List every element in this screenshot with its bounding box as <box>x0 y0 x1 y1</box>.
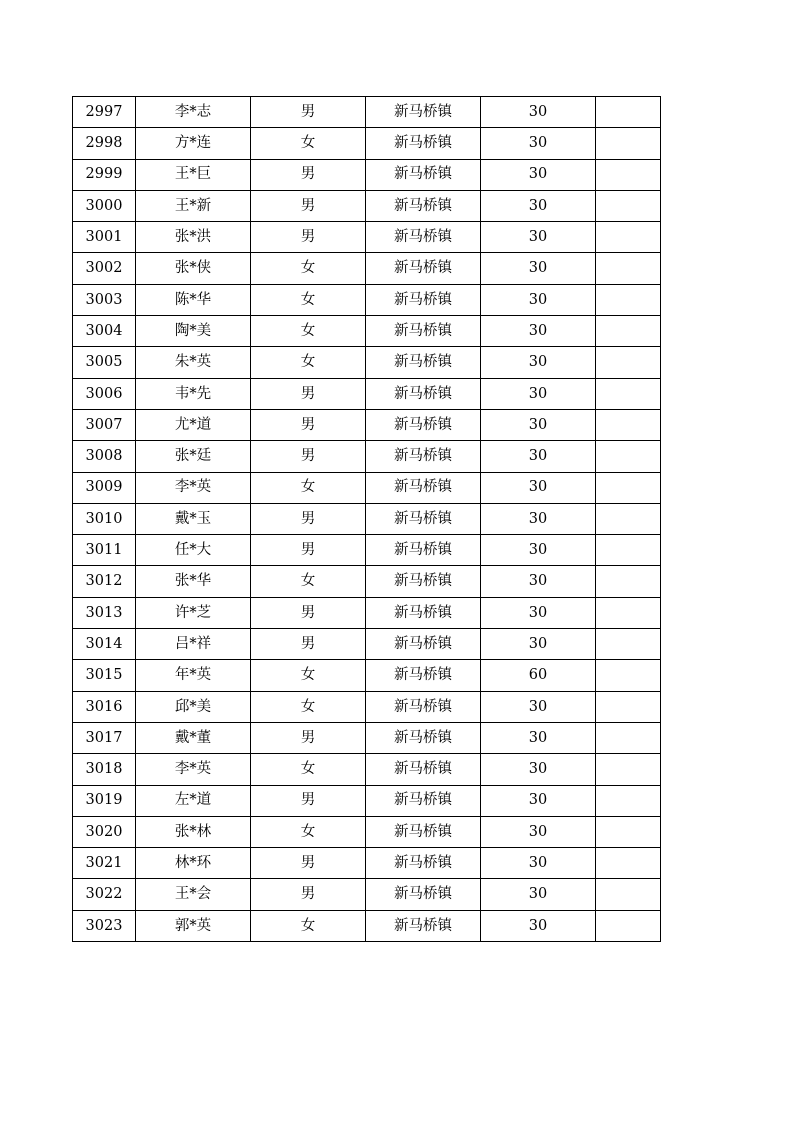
note-cell <box>596 503 661 534</box>
name-cell: 戴*董 <box>136 722 251 753</box>
amount-cell: 30 <box>481 816 596 847</box>
serial-number-cell: 3006 <box>73 378 136 409</box>
amount-cell: 30 <box>481 316 596 347</box>
town-cell: 新马桥镇 <box>366 284 481 315</box>
town-cell: 新马桥镇 <box>366 503 481 534</box>
town-cell: 新马桥镇 <box>366 378 481 409</box>
table-row <box>73 535 661 566</box>
table-row <box>73 816 661 847</box>
amount-cell: 30 <box>481 284 596 315</box>
gender-cell: 男 <box>251 441 366 472</box>
name-cell: 左*道 <box>136 785 251 816</box>
serial-number-cell: 2997 <box>73 97 136 128</box>
note-cell <box>596 691 661 722</box>
town-cell: 新马桥镇 <box>366 159 481 190</box>
name-cell: 朱*英 <box>136 347 251 378</box>
note-cell <box>596 441 661 472</box>
gender-cell: 女 <box>251 253 366 284</box>
serial-number-cell: 3015 <box>73 660 136 691</box>
gender-cell: 男 <box>251 159 366 190</box>
name-cell: 郭*英 <box>136 910 251 941</box>
amount-cell: 30 <box>481 535 596 566</box>
name-cell: 陈*华 <box>136 284 251 315</box>
gender-cell: 男 <box>251 409 366 440</box>
table-row <box>73 316 661 347</box>
gender-cell: 女 <box>251 284 366 315</box>
gender-cell: 女 <box>251 316 366 347</box>
gender-cell: 男 <box>251 222 366 253</box>
amount-cell: 30 <box>481 597 596 628</box>
town-cell: 新马桥镇 <box>366 566 481 597</box>
note-cell <box>596 848 661 879</box>
note-cell <box>596 472 661 503</box>
note-cell <box>596 785 661 816</box>
serial-number-cell: 3012 <box>73 566 136 597</box>
serial-number-cell: 3013 <box>73 597 136 628</box>
gender-cell: 男 <box>251 597 366 628</box>
note-cell <box>596 566 661 597</box>
town-cell: 新马桥镇 <box>366 816 481 847</box>
serial-number-cell: 3002 <box>73 253 136 284</box>
town-cell: 新马桥镇 <box>366 754 481 785</box>
amount-cell: 30 <box>481 222 596 253</box>
name-cell: 年*英 <box>136 660 251 691</box>
town-cell: 新马桥镇 <box>366 910 481 941</box>
serial-number-cell: 3020 <box>73 816 136 847</box>
serial-number-cell: 3016 <box>73 691 136 722</box>
roster-table <box>72 96 661 942</box>
serial-number-cell: 3009 <box>73 472 136 503</box>
amount-cell: 30 <box>481 128 596 159</box>
note-cell <box>596 190 661 221</box>
serial-number-cell: 2999 <box>73 159 136 190</box>
serial-number-cell: 3018 <box>73 754 136 785</box>
name-cell: 李*英 <box>136 754 251 785</box>
name-cell: 邱*美 <box>136 691 251 722</box>
gender-cell: 女 <box>251 128 366 159</box>
table-row <box>73 754 661 785</box>
table-row <box>73 785 661 816</box>
serial-number-cell: 3019 <box>73 785 136 816</box>
name-cell: 王*巨 <box>136 159 251 190</box>
town-cell: 新马桥镇 <box>366 347 481 378</box>
amount-cell: 30 <box>481 378 596 409</box>
gender-cell: 女 <box>251 816 366 847</box>
town-cell: 新马桥镇 <box>366 316 481 347</box>
amount-cell: 30 <box>481 97 596 128</box>
amount-cell: 30 <box>481 691 596 722</box>
table-row <box>73 222 661 253</box>
town-cell: 新马桥镇 <box>366 848 481 879</box>
town-cell: 新马桥镇 <box>366 597 481 628</box>
amount-cell: 30 <box>481 253 596 284</box>
serial-number-cell: 3003 <box>73 284 136 315</box>
note-cell <box>596 597 661 628</box>
name-cell: 李*英 <box>136 472 251 503</box>
town-cell: 新马桥镇 <box>366 409 481 440</box>
amount-cell: 30 <box>481 159 596 190</box>
town-cell: 新马桥镇 <box>366 785 481 816</box>
serial-number-cell: 2998 <box>73 128 136 159</box>
name-cell: 林*环 <box>136 848 251 879</box>
gender-cell: 男 <box>251 879 366 910</box>
name-cell: 陶*美 <box>136 316 251 347</box>
town-cell: 新马桥镇 <box>366 128 481 159</box>
note-cell <box>596 629 661 660</box>
gender-cell: 男 <box>251 97 366 128</box>
name-cell: 张*廷 <box>136 441 251 472</box>
gender-cell: 女 <box>251 347 366 378</box>
note-cell <box>596 253 661 284</box>
name-cell: 戴*玉 <box>136 503 251 534</box>
note-cell <box>596 722 661 753</box>
town-cell: 新马桥镇 <box>366 222 481 253</box>
serial-number-cell: 3021 <box>73 848 136 879</box>
amount-cell: 30 <box>481 503 596 534</box>
gender-cell: 男 <box>251 378 366 409</box>
town-cell: 新马桥镇 <box>366 660 481 691</box>
note-cell <box>596 409 661 440</box>
town-cell: 新马桥镇 <box>366 691 481 722</box>
amount-cell: 30 <box>481 754 596 785</box>
note-cell <box>596 378 661 409</box>
amount-cell: 30 <box>481 472 596 503</box>
town-cell: 新马桥镇 <box>366 472 481 503</box>
table-row <box>73 722 661 753</box>
name-cell: 张*洪 <box>136 222 251 253</box>
name-cell: 许*芝 <box>136 597 251 628</box>
amount-cell: 30 <box>481 190 596 221</box>
name-cell: 尤*道 <box>136 409 251 440</box>
amount-cell: 60 <box>481 660 596 691</box>
name-cell: 王*会 <box>136 879 251 910</box>
table-row <box>73 441 661 472</box>
note-cell <box>596 816 661 847</box>
name-cell: 王*新 <box>136 190 251 221</box>
serial-number-cell: 3007 <box>73 409 136 440</box>
gender-cell: 女 <box>251 910 366 941</box>
table-row <box>73 190 661 221</box>
roster-table-body <box>73 97 661 942</box>
table-row <box>73 378 661 409</box>
table-row <box>73 472 661 503</box>
serial-number-cell: 3010 <box>73 503 136 534</box>
table-row <box>73 159 661 190</box>
amount-cell: 30 <box>481 566 596 597</box>
amount-cell: 30 <box>481 629 596 660</box>
amount-cell: 30 <box>481 409 596 440</box>
gender-cell: 男 <box>251 503 366 534</box>
gender-cell: 女 <box>251 472 366 503</box>
gender-cell: 男 <box>251 190 366 221</box>
town-cell: 新马桥镇 <box>366 441 481 472</box>
serial-number-cell: 3008 <box>73 441 136 472</box>
serial-number-cell: 3000 <box>73 190 136 221</box>
name-cell: 张*林 <box>136 816 251 847</box>
serial-number-cell: 3011 <box>73 535 136 566</box>
table-row <box>73 660 661 691</box>
town-cell: 新马桥镇 <box>366 535 481 566</box>
table-row <box>73 253 661 284</box>
amount-cell: 30 <box>481 347 596 378</box>
serial-number-cell: 3004 <box>73 316 136 347</box>
table-row <box>73 597 661 628</box>
name-cell: 李*志 <box>136 97 251 128</box>
name-cell: 韦*先 <box>136 378 251 409</box>
note-cell <box>596 316 661 347</box>
name-cell: 张*侠 <box>136 253 251 284</box>
table-row <box>73 848 661 879</box>
table-row <box>73 97 661 128</box>
note-cell <box>596 910 661 941</box>
table-row <box>73 910 661 941</box>
note-cell <box>596 97 661 128</box>
town-cell: 新马桥镇 <box>366 253 481 284</box>
note-cell <box>596 754 661 785</box>
amount-cell: 30 <box>481 722 596 753</box>
table-row <box>73 879 661 910</box>
gender-cell: 女 <box>251 660 366 691</box>
amount-cell: 30 <box>481 785 596 816</box>
note-cell <box>596 879 661 910</box>
table-row <box>73 347 661 378</box>
serial-number-cell: 3023 <box>73 910 136 941</box>
town-cell: 新马桥镇 <box>366 629 481 660</box>
amount-cell: 30 <box>481 879 596 910</box>
gender-cell: 女 <box>251 566 366 597</box>
amount-cell: 30 <box>481 910 596 941</box>
town-cell: 新马桥镇 <box>366 190 481 221</box>
town-cell: 新马桥镇 <box>366 722 481 753</box>
table-row <box>73 503 661 534</box>
gender-cell: 男 <box>251 785 366 816</box>
note-cell <box>596 660 661 691</box>
name-cell: 张*华 <box>136 566 251 597</box>
gender-cell: 男 <box>251 722 366 753</box>
gender-cell: 女 <box>251 754 366 785</box>
gender-cell: 女 <box>251 691 366 722</box>
town-cell: 新马桥镇 <box>366 97 481 128</box>
gender-cell: 男 <box>251 629 366 660</box>
table-row <box>73 409 661 440</box>
name-cell: 任*大 <box>136 535 251 566</box>
serial-number-cell: 3005 <box>73 347 136 378</box>
serial-number-cell: 3001 <box>73 222 136 253</box>
table-row <box>73 128 661 159</box>
note-cell <box>596 128 661 159</box>
gender-cell: 男 <box>251 535 366 566</box>
town-cell: 新马桥镇 <box>366 879 481 910</box>
table-row <box>73 284 661 315</box>
gender-cell: 男 <box>251 848 366 879</box>
name-cell: 方*连 <box>136 128 251 159</box>
note-cell <box>596 284 661 315</box>
note-cell <box>596 159 661 190</box>
amount-cell: 30 <box>481 441 596 472</box>
serial-number-cell: 3017 <box>73 722 136 753</box>
note-cell <box>596 222 661 253</box>
table-row <box>73 629 661 660</box>
note-cell <box>596 347 661 378</box>
table-row <box>73 691 661 722</box>
amount-cell: 30 <box>481 848 596 879</box>
table-row <box>73 566 661 597</box>
serial-number-cell: 3022 <box>73 879 136 910</box>
name-cell: 吕*祥 <box>136 629 251 660</box>
note-cell <box>596 535 661 566</box>
serial-number-cell: 3014 <box>73 629 136 660</box>
